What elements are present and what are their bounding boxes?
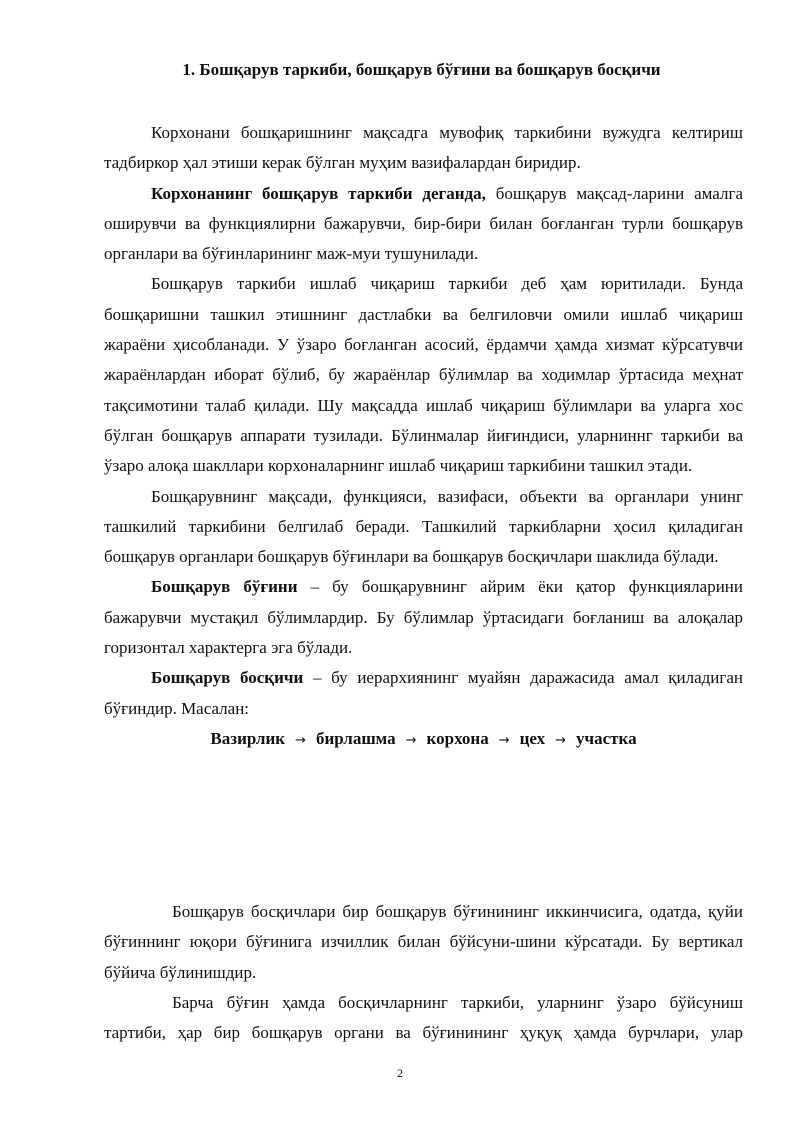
chain-item-section: участка (576, 728, 637, 748)
term-management-link: Бошқарув бўғини (151, 577, 298, 597)
arrow-right-icon: → (498, 732, 510, 748)
paragraph-2 (104, 179, 743, 270)
arrow-right-icon: → (295, 732, 306, 748)
section-heading: 1. Бошқарув таркиби, бошқарув бўғини ва бошқарув босқичи (182, 60, 661, 79)
body-text-top (104, 118, 743, 756)
chain-item-association: бирлашма (315, 728, 396, 748)
paragraph-5 (104, 572, 743, 663)
chain-item-enterprise: корхона (426, 728, 489, 748)
paragraph-6 (104, 663, 743, 724)
page-number: 2 (397, 1066, 403, 1080)
hierarchy-chain (104, 724, 743, 756)
paragraph-2-text: бошқарув мақсад-ларини амалга оширувчи ва функциялирни бажарувчи, бир-бири билан боғланган турли бошқарув органлари ва бўғинларининг маж-муи тушунилади. (104, 183, 743, 264)
arrow-right-icon: → (405, 732, 417, 748)
paragraph-3: Бошқарув таркиби ишлаб чиқариш таркиби деб ҳам юритилади. Бунда бошқаришни ташкил этишнинг дастлабки ва белгиловчи омили ишлаб чиқариш жараёни ҳисобланади. У ўзаро боғланган асосий, ёрдамчи ҳамда хизмат кўрсатувчи жараёнлардан иборат бўлиб, бу жараёнлар бўлимлар ва ходимлар ўртасида меҳнат тақсимотини талаб қилади. Шу мақсадда ишлаб чиқариш бўлимлари ва уларга хос бўлган бошқарув аппарати тузилади. Бўлинмалар йиғиндиси, уларниннг таркиби ва ўзаро алоқа шакллари корхоналарнинг ишлаб чиқариш таркибини ташкил этади. (104, 274, 743, 476)
term-management-level: Бошқарув босқичи (151, 668, 304, 688)
chain-item-ministry: Вазирлик (210, 728, 286, 748)
paragraph-4: Бошқарувнинг мақсади, функцияси, вазифаси, объекти ва органлари унинг ташкилий таркибини белгилаб беради. Ташкилий таркибларни ҳосил қиладиган бошқарув органлари бошқарув бўғинлари ва бошқарув босқичлари шаклида бўлади. (104, 486, 743, 567)
body-text-bottom (104, 897, 743, 1048)
term-management-structure: Корхонанинг бошқарув таркиби деганда, (151, 183, 486, 203)
paragraph-7: Бошқарув босқичлари бир бошқарув бўғинининг иккинчисига, одатда, қуйи бўғиннинг юқори бўғинига изчиллик билан бўйсуни-шини кўрсатади. Бу вертикал бўйича бўлинишдир. (104, 902, 743, 982)
paragraph-8: Барча бўғин ҳамда босқичларнинг таркиби, уларнинг ўзаро бўйсуниш тартиби, ҳар бир бошқарув органи ва бўғинининг ҳуқуқ ҳамда бурчлари, улар (104, 992, 743, 1043)
paragraph-1: Корхонани бошқаришнинг мақсадга мувофиқ таркибини вужудга келтириш тадбиркор ҳал этиши керак бўлган муҳим вазифалардан биридир. (104, 123, 743, 173)
chain-item-workshop: цех (519, 728, 546, 748)
arrow-right-icon: → (555, 732, 567, 748)
paragraph-5-text: – бу бошқарувнинг айрим ёки қатор функцияларини бажарувчи мустақил бўлимлардир. Бу бўлимлар ўртасидаги боғланиш ва алоқалар горизонтал характерга эга бўлади. (104, 577, 743, 658)
paragraph-6-text: – бу иерархиянинг муайян даражасида амал қиладиган бўғиндир. Масалан: (104, 668, 744, 718)
